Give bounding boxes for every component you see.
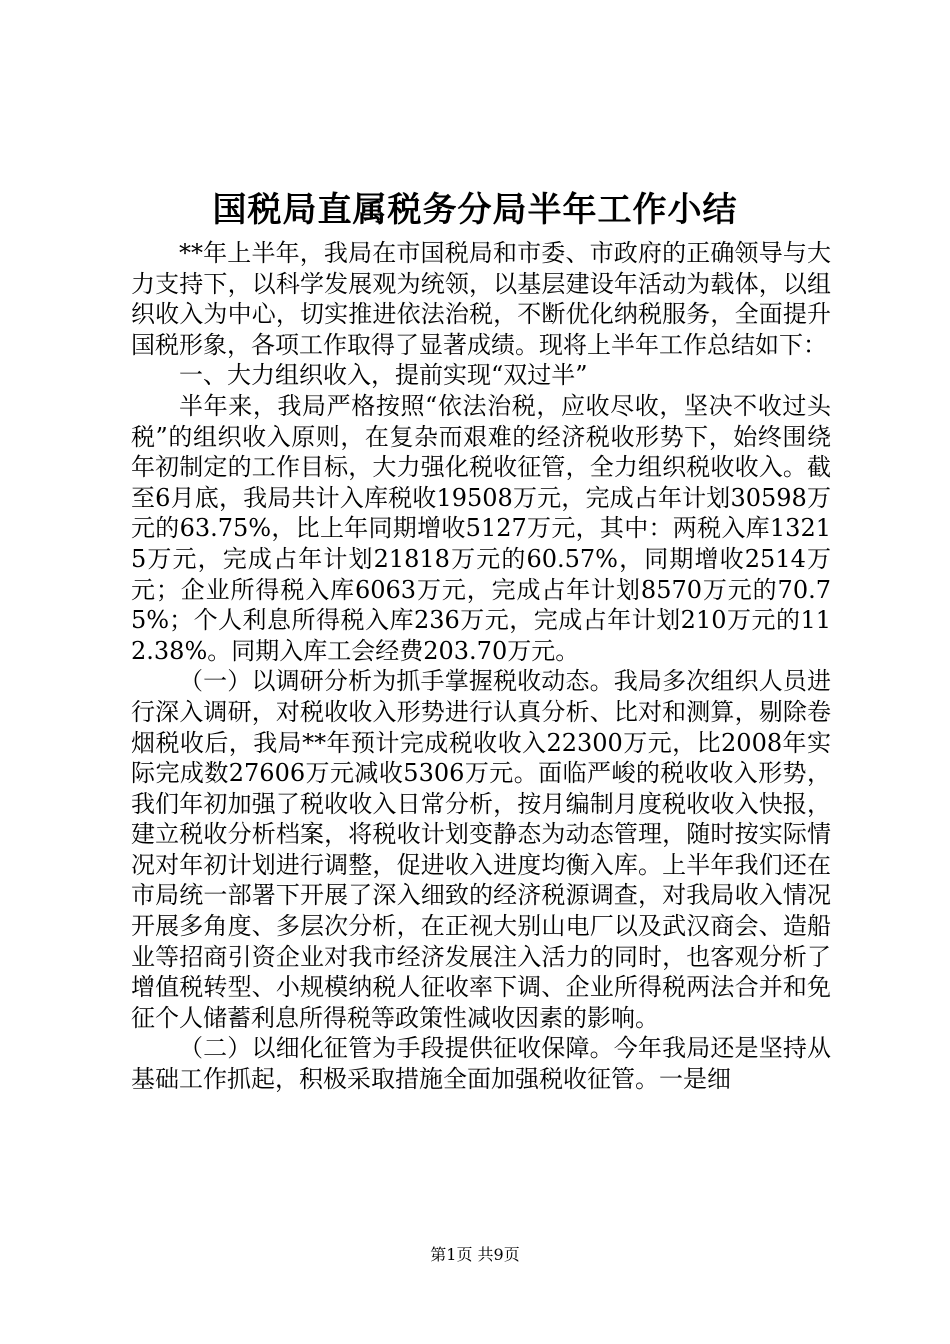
section-heading-1: 一、大力组织收入，提前实现“双过半”: [179, 361, 588, 390]
page-footer: 第1页 共9页: [430, 1245, 520, 1264]
subsection-1-paragraph: （一）以调研分析为抓手掌握税收动态。我局多次组织人员进行深入调研，对税收收入形势进行认真分析、比对和测算，剔除卷烟税收后，我局**年预计完成税收收入22300万元，比2008年实际完成数27606万元减收5306万元。面临严峻的税收收入形势，我们年初加强了税收收入日常分析，按月编制月度税收收入快报，建立税收分析档案，将税收计划变静态为动态管理，随时按实际情况对年初计划进行调整，促进收入进度均衡入库。上半年我们还在市局统一部署下开展了深入细致的经济税源调查，对我局收入情况开展多角度、多层次分析，在正视大别山电厂以及武汉商会、造船业等招商引资企业对我市经济发展注入活力的同时，也客观分析了增值税转型、小规模纳税人征收率下调、企业所得税两法合并和免征个人储蓄利息所得税等政策性减收因素的影响。: [131, 667, 831, 1032]
revenue-summary-paragraph: 半年来，我局严格按照“依法治税，应收尽收，坚决不收过头税”的组织收入原则，在复杂而艰难的经济税收形势下，始终围绕年初制定的工作目标，大力强化税收征管，全力组织税收收入。截至6月底，我局共计入库税收19508万元，完成占年计划30598万元的63.75%，比上年同期增收5127万元，其中：两税入库13215万元，完成占年计划21818万元的60.57%，同期增收2514万元；企业所得税入库6063万元，完成占年计划8570万元的70.75%；个人利息所得税入库236万元，完成占年计划210万元的112.38%。同期入库工会经费203.70万元。: [131, 391, 831, 665]
document-body: [131, 238, 831, 1095]
intro-paragraph: **年上半年，我局在市国税局和市委、市政府的正确领导与大力支持下，以科学发展观为统领，以基层建设年活动为载体，以组织收入为中心，切实推进依法治税，不断优化纳税服务，全面提升国税形象，各项工作取得了显著成绩。现将上半年工作总结如下：: [131, 239, 831, 359]
document-title: 国税局直属税务分局半年工作小结: [212, 190, 738, 230]
subsection-2-paragraph: （二）以细化征管为手段提供征收保障。今年我局还是坚持从基础工作抓起，积极采取措施全面加强税收征管。一是细: [131, 1034, 831, 1094]
